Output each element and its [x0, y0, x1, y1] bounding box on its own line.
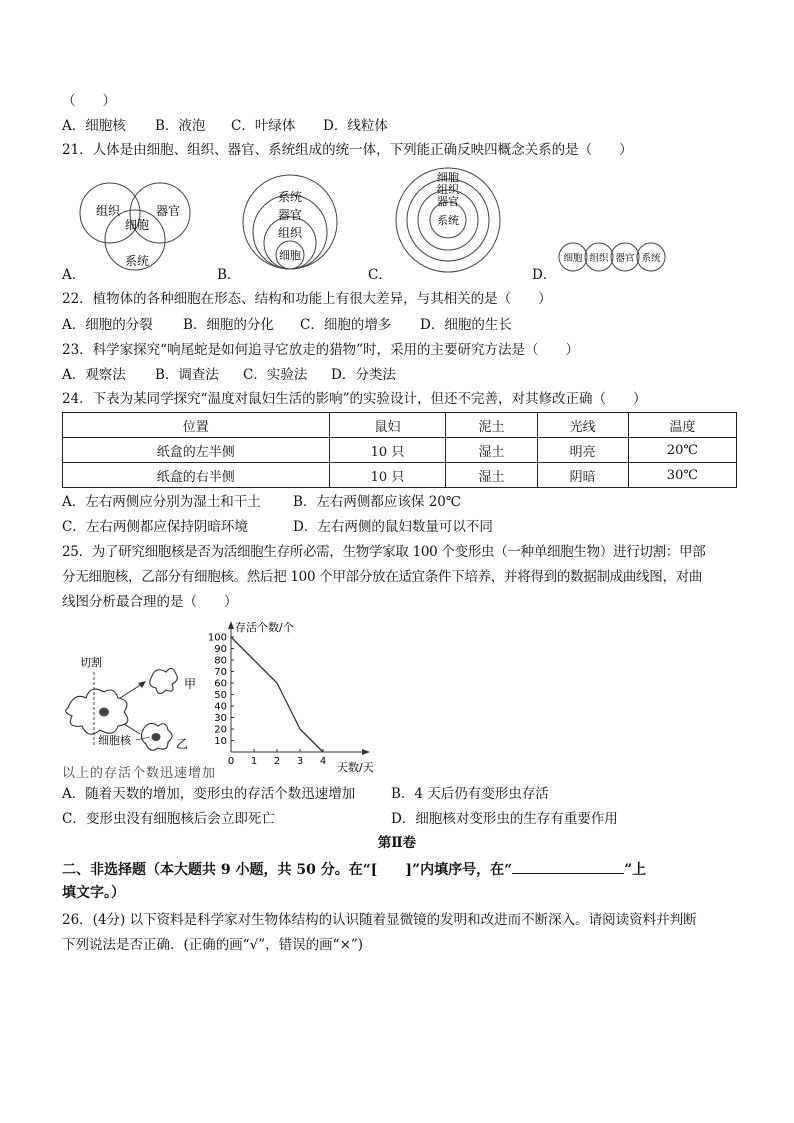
q21-fig-a-label-2: 器官: [155, 204, 181, 218]
section-2-heading-line-2: 填文字。）: [62, 885, 125, 901]
q21-fig-d-label-3: 器官: [615, 253, 635, 264]
table-header-row: [63, 413, 737, 438]
q25-nucleus-whole: [99, 708, 109, 717]
table-cell: 纸盒的右半侧: [63, 463, 330, 488]
q23-option-b: B．调查法: [155, 367, 219, 383]
q20-option-c: C．叶绿体: [231, 118, 296, 134]
q23-option-a: A．观察法: [62, 367, 126, 383]
q25-option-d: D．细胞核对变形虫的生存有重要作用: [391, 811, 618, 827]
q21-option-a: A．: [62, 267, 86, 283]
q26-line-1: 26．(4分) 以下资料是科学家对生物体结构的认识随着显微镜的发明和改进而不断深入。请阅读资料并判断: [62, 912, 697, 928]
q21-fig-c-label-4: 系统: [437, 214, 459, 227]
q25-option-c: C．变形虫没有细胞核后会立即死亡: [62, 811, 275, 827]
table-header-cell: 鼠妇: [329, 413, 446, 438]
q22-option-d: D．细胞的生长: [420, 317, 512, 333]
chart-y-tick-label: 30: [214, 713, 227, 724]
q21-option-d: D．: [532, 267, 557, 283]
q21-fig-c-label-2: 组织: [437, 183, 459, 196]
table-cell: 10 只: [329, 463, 446, 488]
q25-survival-chart: [205, 615, 395, 773]
table-header-cell: 泥土: [446, 413, 537, 438]
q24-option-c: C．左右两侧都应保持阴暗环境: [62, 519, 248, 535]
table-row: [63, 463, 737, 488]
table-cell: 30℃: [628, 463, 736, 488]
table-row: [63, 438, 737, 463]
q25-option-b: B．4 天后仍有变形虫存活: [391, 786, 549, 802]
q21-fig-b-label-1: 系统: [277, 190, 303, 204]
q21-fig-c-label-3: 器官: [437, 195, 459, 208]
chart-y-tick-label: 80: [214, 655, 227, 667]
q25-option-a: A．随着天数的增加，变形虫的存活个数迅速增加: [62, 786, 356, 802]
table-header-cell: 温度: [628, 413, 736, 438]
chart-ylabel: 存活个数/个: [235, 621, 294, 634]
q23-option-c: C．实验法: [243, 367, 308, 383]
q21-fig-b-label-3: 组织: [277, 226, 303, 240]
chart-y-tick-label: 100: [207, 632, 227, 644]
table-cell: 纸盒的左半侧: [63, 438, 330, 463]
chart-y-tick-label: 10: [214, 736, 227, 747]
q25-cut-off-text: 以上的存活个数迅速增加: [62, 766, 217, 781]
table-cell: 10 只: [329, 438, 446, 463]
q25-part-a-label: 甲: [184, 677, 197, 691]
chart-x-arrow: [362, 749, 370, 755]
q26-line-2: 下列说法是否正确．(正确的画“√”，错误的画“×”): [62, 937, 364, 953]
chart-xlabel: 天数/天: [337, 761, 374, 774]
q24-option-a: A．左右两侧应分别为湿土和干土: [62, 494, 261, 510]
table-cell: 阴暗: [537, 463, 628, 488]
q21-fig-a-label-4: 系统: [124, 254, 150, 268]
chart-y-tick-label: 50: [214, 690, 227, 701]
chart-x-tick-label: 1: [250, 756, 258, 767]
q21-fig-d-label-1: 细胞: [563, 253, 583, 264]
q21-fig-d-label-4: 系统: [641, 253, 661, 264]
chart-x-tick-label: 3: [296, 756, 304, 767]
q24-option-b: B．左右两侧都应该保 20℃: [293, 494, 461, 510]
q24-option-d: D．左右两侧的鼠妇数量可以不同: [293, 519, 493, 535]
q23-option-d: D．分类法: [331, 367, 396, 383]
q25-stem-line-3: 线图分析最合理的是（ ）: [62, 594, 238, 610]
chart-x-tick-label: 4: [319, 756, 327, 767]
q22-option-c: C．细胞的增多: [300, 317, 392, 333]
q25-nucleus-label: 细胞核: [98, 734, 131, 747]
chart-x-tick-label: 0: [227, 756, 235, 767]
section-2-heading-part-b: ”上: [624, 862, 647, 878]
q21-figures: [60, 165, 740, 285]
q25-part-b-label: 乙: [176, 737, 189, 751]
q25-part-a-shape: [150, 668, 178, 693]
q24-table: [62, 412, 737, 488]
q25-nucleus-part-b: [152, 733, 161, 741]
table-cell: 20℃: [628, 438, 736, 463]
chart-y-tick-label: 20: [214, 724, 227, 736]
q21-fig-c-label-1: 细胞: [437, 171, 459, 184]
section-2-title: 第Ⅱ卷: [377, 835, 417, 851]
chart-y-arrow: [228, 621, 234, 629]
q21-fig-a-label-1: 组织: [95, 204, 121, 218]
q21-fig-a-label-3: 细胞: [124, 218, 150, 232]
q20-option-d: D．线粒体: [323, 118, 388, 134]
chart-y-tick-label: 40: [214, 701, 227, 713]
q22-option-a: A．细胞的分裂: [62, 317, 153, 333]
q25-cut-label: 切割: [80, 656, 102, 669]
q21-fig-b-label-4: 细胞: [279, 249, 301, 262]
q25-arrow-down: [124, 724, 140, 734]
table-cell: 湿土: [446, 463, 537, 488]
q25-stem-line-2: 分无细胞核，乙部分有细胞核。然后把 100 个甲部分放在适宜条件下培养，并将得到的数据制成曲线图，对曲: [62, 569, 703, 585]
q25-amoeba-whole: [66, 689, 128, 734]
q25-nucleus-pointer: [136, 737, 150, 740]
table-cell: 明亮: [537, 438, 628, 463]
blank-underline: [512, 859, 624, 874]
chart-y-tick-label: 70: [214, 667, 227, 678]
q25-stem-line-1: 25．为了研究细胞核是否为活细胞生存所必需，生物学家取 100 个变形虫（一种单细胞生物）进行切割：甲部: [62, 544, 706, 560]
q20-option-b: B．液泡: [155, 118, 206, 134]
chart-y-tick-label: 60: [214, 678, 227, 690]
section-2-heading-line-1: [62, 859, 646, 879]
q20-paren: （ ）: [62, 93, 116, 109]
table-cell: 湿土: [446, 438, 537, 463]
q25-arrowhead-up: [138, 681, 146, 688]
q23-stem: 23．科学家探究“响尾蛇是如何追寻它放走的猎物”时，采用的主要研究方法是（ ）: [62, 342, 579, 358]
q25-arrow-up: [120, 684, 142, 698]
section-2-heading-part-a: 二、非选择题（本大题共 9 小题，共 50 分。在“[ ]”内填序号，在“: [62, 862, 513, 878]
q21-fig-d-label-2: 组织: [589, 253, 609, 264]
q22-option-b: B．细胞的分化: [183, 317, 274, 333]
table-header-cell: 位置: [63, 413, 330, 438]
chart-x-tick-label: 2: [273, 756, 281, 767]
q21-option-c: C．: [368, 267, 392, 283]
q22-stem: 22．植物体的各种细胞在形态、结构和功能上有很大差异，与其相关的是（ ）: [62, 291, 552, 307]
q21-option-b: B．: [217, 267, 241, 283]
table-header-cell: 光线: [537, 413, 628, 438]
chart-series-line: [231, 637, 323, 752]
q21-fig-b-label-2: 器官: [277, 208, 303, 222]
chart-y-tick-label: 90: [214, 644, 227, 655]
q20-option-a: A．细胞核: [62, 118, 126, 134]
q21-stem: 21．人体是由细胞、组织、器官、系统组成的统一体，下列能正确反映四概念关系的是（ ）: [62, 142, 633, 158]
q24-stem: 24．下表为某同学探究“温度对鼠妇生活的影响”的实验设计，但还不完善，对其修改正确（ ）: [62, 391, 647, 407]
